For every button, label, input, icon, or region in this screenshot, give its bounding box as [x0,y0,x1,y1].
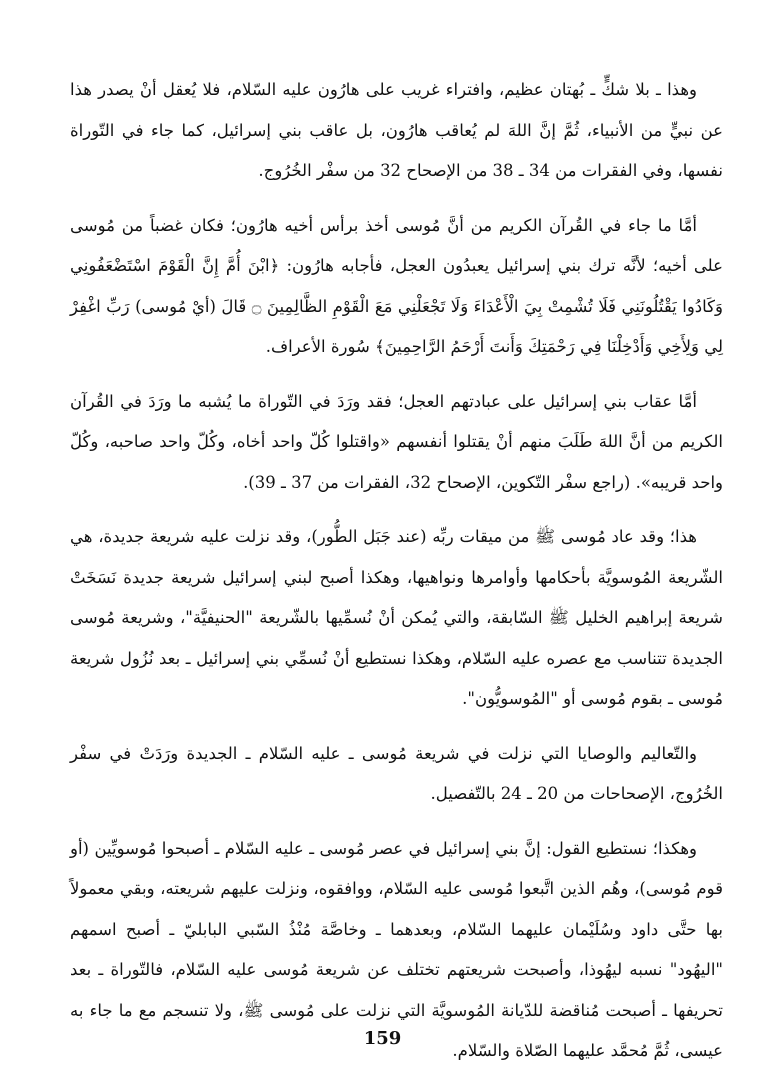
paragraph-punishment-calf: أمَّا عقاب بني إسرائيل على عبادتهم العجل؛ فقد ورَدَ في التّوراة ما يُشبه ما ورَدَ في القُرآن الكريم من أنَّ اللهَ طَلَبَ منهم أنْ يقتلوا أنفسهم «واقتلوا كُلّ واحد أخاه، وكُلّ واحد صاحبه، وكُلّ واحد قريبه». (راجع سفْر التّكوين، الإصحاح 32، الفقرات من 37 ـ 39). [70,391,723,492]
paragraph-mosaic-conclusion: وهكذا؛ نستطيع القول: إنَّ بني إسرائيل في عصر مُوسى ـ عليه السّلام ـ أصبحوا مُوسويِّين (أو قوم مُوسى)، وهُم الذين اتَّبعوا مُوسى عليه السّلام، ووافقوه، ونزلت عليهم شريعته، وبقي معمولاً بها حتَّى داود وسُلَيْمان عليهما السّلام، وبعدهما ـ وخاصَّة مُنْذُ السّبي البابليّ ـ أصبح اسمهم "اليهُود" نسبه ليهُوذا، وأصبحت شريعتهم تختلف عن شريعة مُوسى عليه السّلام، فالتّوراة ـ بعد تحريفها ـ أصبحت مُناقضة للدّيانة المُوسويَّة التي نزلت على مُوسى ﷺ، ولا تنسجم مع ما جاء به عيسى، ثُمَّ مُحمَّد عليهما الصّلاة والسّلام. [70,838,723,1060]
paragraph-harun-slander: وهذا ـ بلا شكٍّ ـ بُهتان عظيم، وافتراء غريب على هارُون عليه السّلام، فلا يُعقل أنْ يصدر هذا عن نبيٍّ من الأنبياء، ثُمَّ إنَّ اللهَ لم يُعاقب هارُون، بل عاقب بني إسرائيل، كما جاء في التّوراة نفسها، وفي الفقرات من 34 ـ 38 من الإصحاح 32 من سفْر الخُرُوج. [70,80,723,180]
paragraph-quran-musa-harun: أمَّا ما جاء في القُرآن الكريم من أنَّ مُوسى أخذ برأس أخيه هارُون؛ فكان غضباً من مُوسى على أخيه؛ لأنَّه ترك بني إسرائيل يعبدُون العجل، فأجابه هارُون: ﴿ابْنَ أُمَّ إِنَّ الْقَوْمَ اسْتَضْعَفُونِي وَكَادُوا يَقْتُلُونَنِي فَلَا تُشْمِتْ بِيَ الْأَعْدَاءَ وَلَا تَجْعَلْنِي مَعَ الْقَوْمِ الظَّالِمِينَ ۝ قَالَ (أيْ مُوسى) رَبِّ اغْفِرْ لِي وَلِأَخِي وَأَدْخِلْنَا فِي رَحْمَتِكَ وَأَنتَ أَرْحَمُ الرَّاحِمِينَ﴾ سُورة الأعراف. [70,215,723,356]
page-number: 159 [363,1028,402,1049]
paragraph-teachings-exodus: والتّعاليم والوصايا التي نزلت في شريعة مُوسى ـ عليه السّلام ـ الجديدة ورَدَتْ في سفْر الخُرُوج، الإصحاحات من 20 ـ 24 بالتّفصيل. [70,743,723,803]
paragraph-new-law: هذا؛ وقد عاد مُوسى ﷺ من ميقات ربِّه (عند جَبَل الطُّور)، وقد نزلت عليه شريعة جديدة، هي الشّريعة المُوسويَّة بأحكامها وأوامرها ونواهيها، وهكذا أصبح لبني إسرائيل شريعة جديدة نَسَخَتْ شريعة إبراهيم الخليل ﷺ السّابقة، والتي يُمكن أنْ نُسمِّيها بالشّريعة "الحنيفيَّة"، وشريعة مُوسى الجديدة تتناسب مع عصره عليه السّلام، وهكذا نستطيع أنْ نُسمِّي بني إسرائيل ـ بعد نُزُول شريعة مُوسى ـ بقوم مُوسى أو "المُوسويُّون". [70,527,723,708]
